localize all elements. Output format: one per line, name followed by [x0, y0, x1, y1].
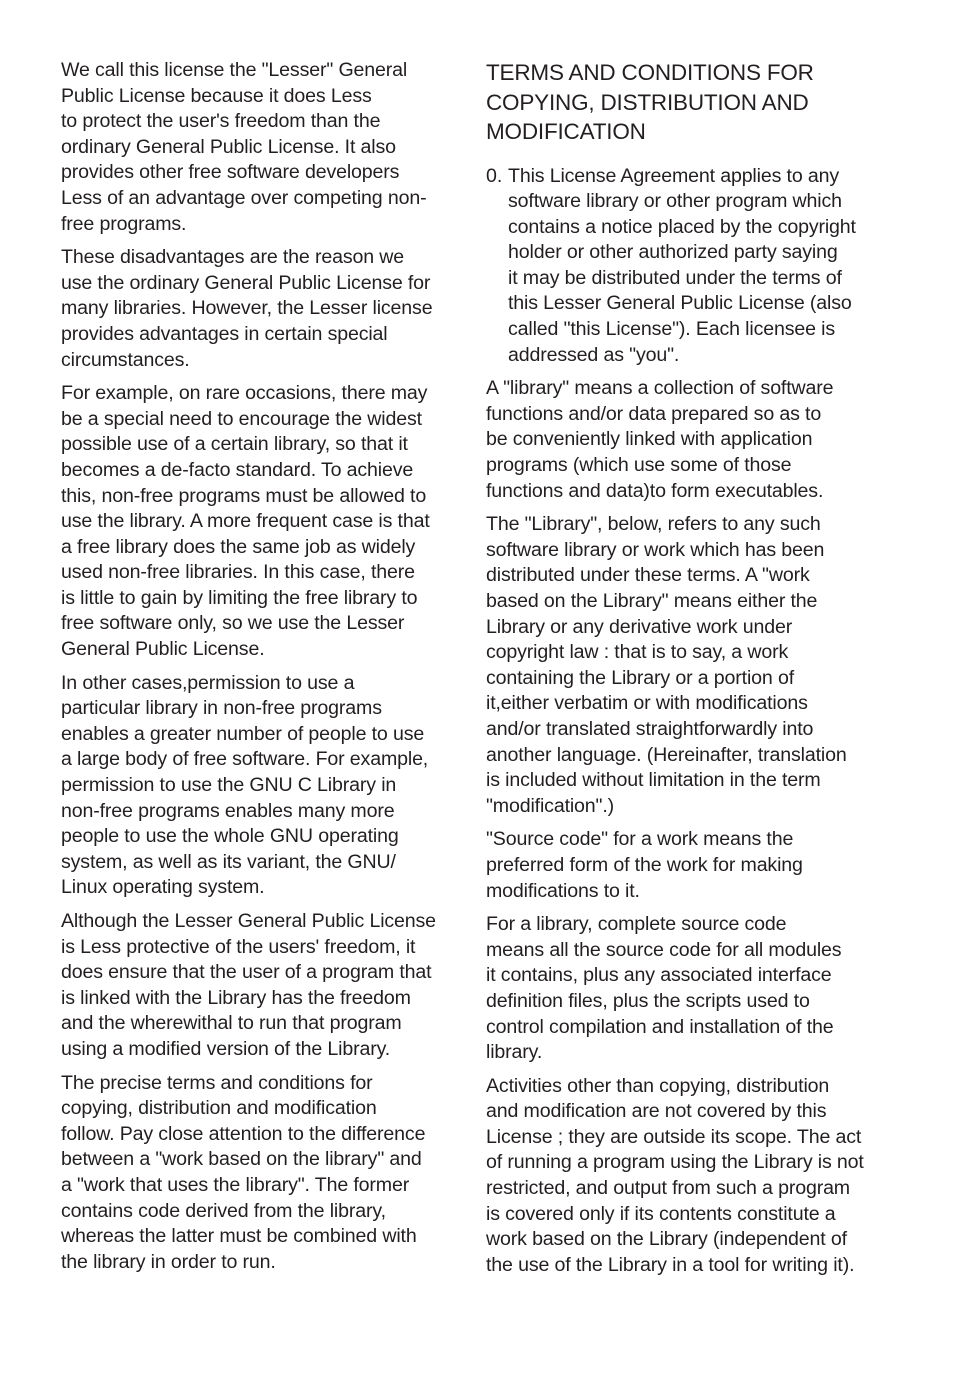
other-cases-paragraph: In other cases,permission to use a particular library in non-free programs enables a greater number of people to use a large body of free software. For example, permission to use the GNU C Library in non-free programs enables many more people to use the whole GNU operating system, as well as its variant, the GNU/ Linux operating system. [61, 671, 429, 899]
terms-heading: TERMS AND CONDITIONS FOR COPYING, DISTRIBUTION AND MODIFICATION [486, 60, 814, 144]
less-protective-paragraph: Although the Lesser General Public License is Less protective of the users' freedom, it does ensure that the user of a program that is linked with the Library has the freedom and the wherewithal to run that program using a modified version of the Library. [61, 910, 436, 1060]
work-based-definition-paragraph: The "Library", below, refers to any such software library or work which has been distributed under these terms. A "work based on the Library" means either the Library or any derivative work under copyright law : that is to say, a work containing the Library or a portion of it,either verbatim or with modifications and/or translated straightforwardly into another language. (Hereinafter, translation is included without limitation in the term "modification".) [486, 513, 847, 817]
source-code-definition-paragraph: "Source code" for a work means the preferred form of the work for making modifications to it. [486, 828, 803, 902]
left-column [61, 58, 445, 1283]
disadvantages-paragraph: These disadvantages are the reason we use the ordinary General Public License for many libraries. However, the Lesser license provides advantages in certain special circumstances. [61, 246, 433, 371]
clause-number: 0. [486, 164, 503, 187]
right-column [486, 58, 872, 1286]
precise-terms-paragraph: The precise terms and conditions for copying, distribution and modification follow. Pay close attention to the difference between a "work based on the library" and a "work that uses the library". The former contains code derived from the library, whereas the latter must be combined with the library in order to run. [61, 1071, 426, 1273]
rare-occasions-paragraph: For example, on rare occasions, there may be a special need to encourage the widest possible use of a certain library, so that it becomes a de-facto standard. To achieve this, non-free programs must be allowed to use the library. A more frequent case is that a free library does the same job as widely used non-free libraries. In this case, there is little to gain by limiting the free library to free software only, so we use the Lesser General Public License. [61, 382, 430, 661]
clause-0 [486, 164, 872, 369]
complete-source-code-paragraph: For a library, complete source code means all the source code for all modules it contains, plus any associated interface definition files, plus the scripts used to control compilation and installation of the library. [486, 913, 842, 1064]
lesser-license-paragraph: We call this license the "Lesser" General Public License because it does Less to protect the user's freedom than the ordinary General Public License. It also provides other free software developers Less of an advantage over competing non- free programs. [61, 59, 427, 235]
library-definition-paragraph: A "library" means a collection of software functions and/or data prepared so as to be conveniently linked with application programs (which use some of those functions and data)to form executables. [486, 377, 834, 502]
scope-paragraph: Activities other than copying, distribution and modification are not covered by this License ; they are outside its scope. The act of running a program using the Library is not restricted, and output from such a program is covered only if its contents constitute a work based on the Library (independent of the use of the Library in a tool for writing it). [486, 1074, 864, 1276]
clause-text: This License Agreement applies to any software library or other program which contains a notice placed by the copyright holder or other authorized party saying it may be distributed under the terms of this Lesser General Public License (also called "this License"). Each licensee is addressed as "you". [508, 164, 856, 366]
